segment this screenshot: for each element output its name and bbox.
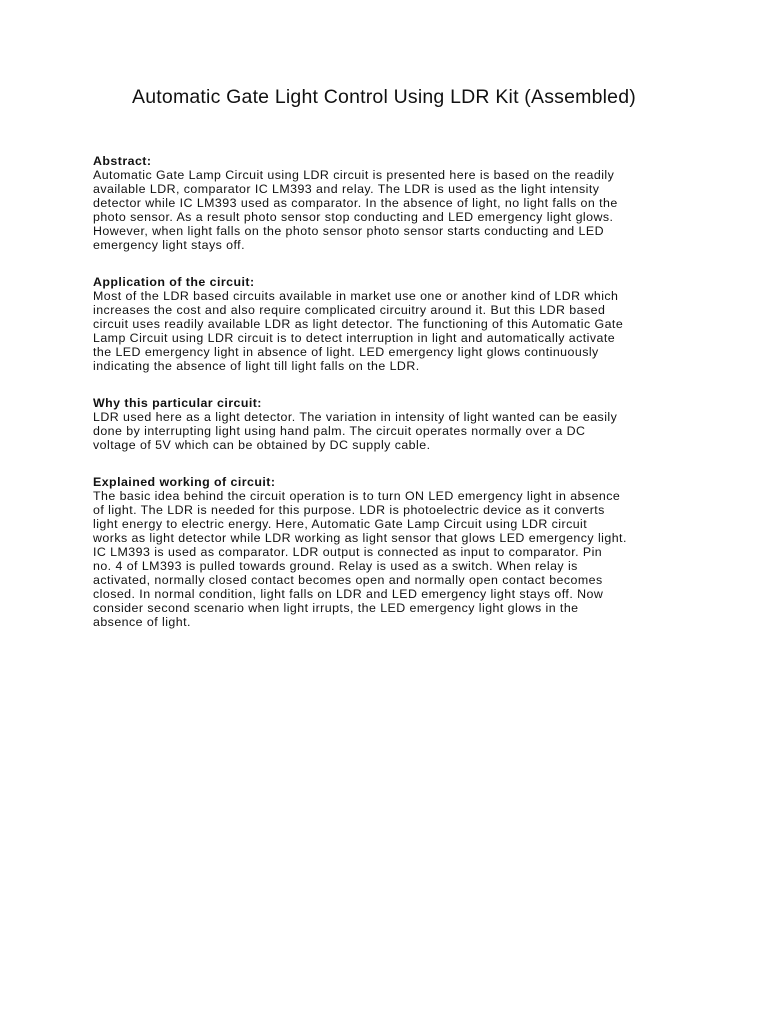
section-why [93,396,683,452]
section-heading: Explained working of circuit: [93,475,276,489]
paragraph-line: voltage of 5V which can be obtained by DC supply cable. [93,438,431,452]
paragraph-line: However, when light falls on the photo sensor photo sensor starts conducting and LED [93,224,604,238]
paragraph-line: Automatic Gate Lamp Circuit using LDR circuit is presented here is based on the readily [93,168,615,182]
paragraph-line: emergency light stays off. [93,238,245,252]
paragraph-line: of light. The LDR is needed for this purpose. LDR is photoelectric device as it converts [93,503,605,517]
paragraph-line: closed. In normal condition, light falls on LDR and LED emergency light stays off. Now [93,587,604,601]
paragraph-line: activated, normally closed contact becomes open and normally open contact becomes [93,573,603,587]
paragraph-line: absence of light. [93,615,191,629]
section-heading: Application of the circuit: [93,275,255,289]
paragraph-line: The basic idea behind the circuit operation is to turn ON LED emergency light in absence [93,489,621,503]
paragraph-line: no. 4 of LM393 is pulled towards ground. Relay is used as a switch. When relay is [93,559,578,573]
paragraph-line: detector while IC LM393 used as comparator. In the absence of light, no light falls on the [93,196,618,210]
paragraph-line: light energy to electric energy. Here, Automatic Gate Lamp Circuit using LDR circuit [93,517,588,531]
section-heading: Why this particular circuit: [93,396,262,410]
paragraph-line: circuit uses readily available LDR as light detector. The functioning of this Automatic Gate [93,317,624,331]
section-application [93,275,683,373]
section-explained [93,475,683,629]
document-title: Automatic Gate Light Control Using LDR Kit (Assembled) [132,86,636,108]
paragraph-line: available LDR, comparator IC LM393 and relay. The LDR is used as the light intensity [93,182,600,196]
paragraph-line: IC LM393 is used as comparator. LDR output is connected as input to comparator. Pin [93,545,603,559]
paragraph-line: increases the cost and also require complicated circuitry around it. But this LDR based [93,303,606,317]
paragraph-line: indicating the absence of light till light falls on the LDR. [93,359,420,373]
paragraph-line: done by interrupting light using hand palm. The circuit operates normally over a DC [93,424,586,438]
paragraph-line: Most of the LDR based circuits available in market use one or another kind of LDR which [93,289,619,303]
paragraph-line: works as light detector while LDR working as light sensor that glows LED emergency light. [93,531,627,545]
paragraph-line: photo sensor. As a result photo sensor stop conducting and LED emergency light glows. [93,210,614,224]
paragraph-line: Lamp Circuit using LDR circuit is to detect interruption in light and automatically activate [93,331,616,345]
paragraph-line: the LED emergency light in absence of light. LED emergency light glows continuously [93,345,599,359]
paragraph-line: consider second scenario when light irrupts, the LED emergency light glows in the [93,601,579,615]
section-abstract [93,154,683,252]
paragraph-line: LDR used here as a light detector. The variation in intensity of light wanted can be easily [93,410,618,424]
section-heading: Abstract: [93,154,152,168]
